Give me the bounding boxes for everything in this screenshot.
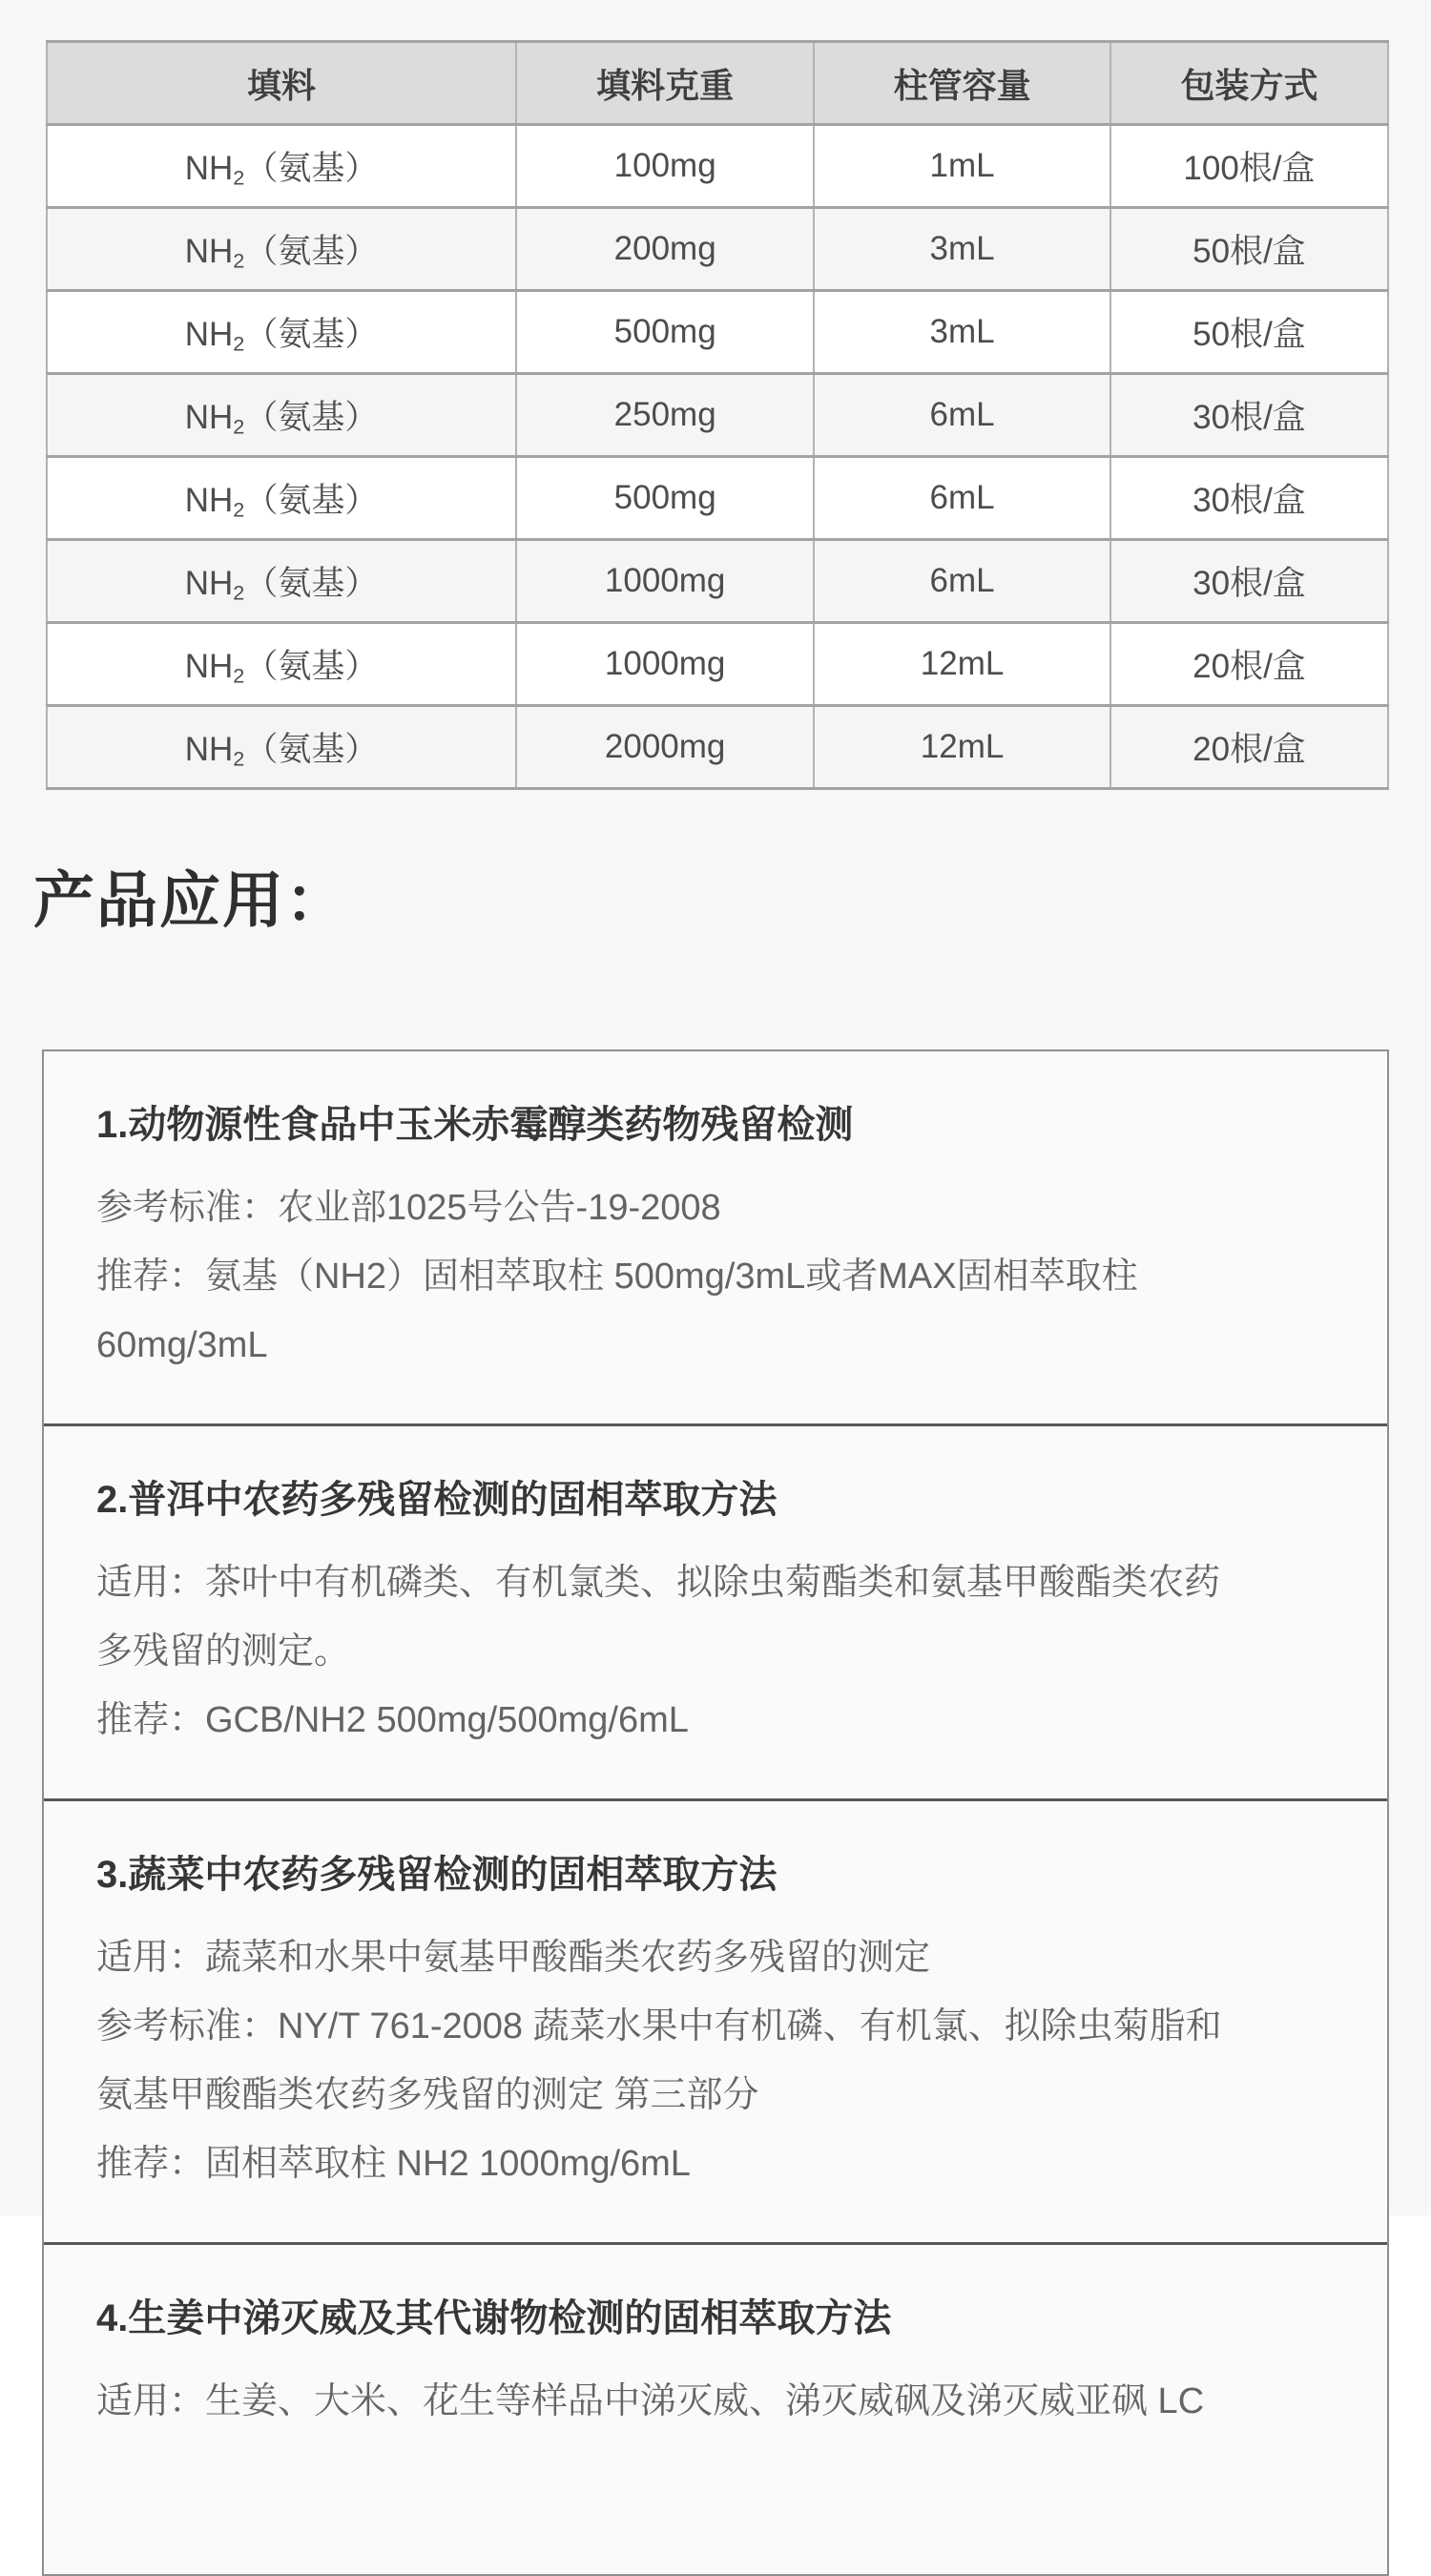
filler-name: （氨基） [244,730,379,768]
table-row [47,125,1388,208]
cell-volume: 6mL [814,374,1110,457]
cell-filler [47,374,516,457]
header-cell-weight: 填料克重 [516,42,814,125]
application-section-3 [44,1801,1387,2245]
filler-formula: NH [184,647,234,685]
application-line: 参考标准：NY/T 761-2008 蔬菜水果中有机磷、有机氯、拟除虫菊脂和 [96,2006,1222,2046]
filler-formula: NH [184,149,234,187]
application-line: 氨基甲酸酯类农药多残留的测定 第三部分 [96,2075,759,2115]
filler-formula: NH [184,398,234,436]
application-title: 3.蔬菜中农药多残留检测的固相萃取方法 [96,1854,778,1896]
cell-filler [47,540,516,623]
table-row [47,374,1388,457]
application-line: 适用：生姜、大米、花生等样品中涕灭威、涕灭威砜及涕灭威亚砜 LC [96,2381,1205,2421]
cell-weight: 1000mg [516,623,814,706]
cell-weight: 250mg [516,374,814,457]
application-line: 推荐：GCB/NH2 500mg/500mg/6mL [96,1700,689,1740]
filler-formula: NH [184,481,234,519]
application-title: 2.普洱中农药多残留检测的固相萃取方法 [96,1479,778,1521]
cell-volume: 3mL [814,208,1110,291]
application-line: 推荐：氨基（NH2）固相萃取柱 500mg/3mL或者MAX固相萃取柱 [96,1257,1138,1297]
cell-filler [47,125,516,208]
table-row [47,457,1388,540]
cell-packing: 20根/盒 [1110,623,1388,706]
filler-formula: NH [184,730,234,768]
filler-name: （氨基） [244,481,379,519]
cell-weight: 500mg [516,457,814,540]
filler-subscript: 2 [233,746,245,771]
filler-formula: NH [184,564,234,602]
filler-name: （氨基） [244,149,379,187]
filler-subscript: 2 [233,663,245,688]
cell-weight: 500mg [516,291,814,374]
application-line: 参考标准：农业部1025号公告-19-2008 [96,1188,721,1228]
filler-subscript: 2 [233,165,245,190]
cell-filler [47,291,516,374]
header-cell-volume: 柱管容量 [814,42,1110,125]
table-row [47,540,1388,623]
cell-volume: 1mL [814,125,1110,208]
application-line: 适用：茶叶中有机磷类、有机氯类、拟除虫菊酯类和氨基甲酸酯类农药 [96,1563,1221,1603]
cell-weight: 200mg [516,208,814,291]
cell-packing: 30根/盒 [1110,540,1388,623]
filler-name: （氨基） [244,232,379,270]
cell-volume: 12mL [814,623,1110,706]
filler-name: （氨基） [244,647,379,685]
cell-volume: 6mL [814,540,1110,623]
application-section-1 [44,1051,1387,1426]
page-title: 产品应用： [33,866,348,935]
filler-subscript: 2 [233,331,245,356]
filler-name: （氨基） [244,564,379,602]
application-section-2 [44,1426,1387,1801]
cell-packing: 30根/盒 [1110,457,1388,540]
table-row [47,706,1388,789]
filler-formula: NH [184,315,234,353]
cell-filler [47,706,516,789]
header-cell-packing: 包装方式 [1110,42,1388,125]
cell-volume: 3mL [814,291,1110,374]
application-line: 推荐：固相萃取柱 NH2 1000mg/6mL [96,2144,691,2184]
cell-filler [47,208,516,291]
spec-table [46,40,1389,790]
application-title: 4.生姜中涕灭威及其代谢物检测的固相萃取方法 [96,2297,892,2339]
filler-name: （氨基） [244,315,379,353]
table-header-row [47,42,1388,125]
filler-subscript: 2 [233,497,245,522]
cell-volume: 12mL [814,706,1110,789]
filler-formula: NH [184,232,234,270]
table-row [47,291,1388,374]
cell-filler [47,457,516,540]
cell-weight: 2000mg [516,706,814,789]
applications-panel [42,1049,1389,2576]
application-line: 多残留的测定。 [96,1631,351,1672]
cell-packing: 50根/盒 [1110,291,1388,374]
cell-filler [47,623,516,706]
filler-subscript: 2 [233,414,245,439]
filler-subscript: 2 [233,248,245,273]
application-line: 适用：蔬菜和水果中氨基甲酸酯类农药多残留的测定 [96,1938,931,1978]
cell-packing: 100根/盒 [1110,125,1388,208]
header-cell-filler: 填料 [47,42,516,125]
table-row [47,208,1388,291]
table-row [47,623,1388,706]
application-line: 60mg/3mL [96,1325,268,1365]
cell-packing: 30根/盒 [1110,374,1388,457]
application-section-4 [44,2245,1387,2480]
spec-table-section [46,40,1389,790]
cell-weight: 100mg [516,125,814,208]
application-title: 1.动物源性食品中玉米赤霉醇类药物残留检测 [96,1104,854,1146]
cell-volume: 6mL [814,457,1110,540]
filler-subscript: 2 [233,580,245,605]
cell-packing: 20根/盒 [1110,706,1388,789]
filler-name: （氨基） [244,398,379,436]
cell-packing: 50根/盒 [1110,208,1388,291]
cell-weight: 1000mg [516,540,814,623]
